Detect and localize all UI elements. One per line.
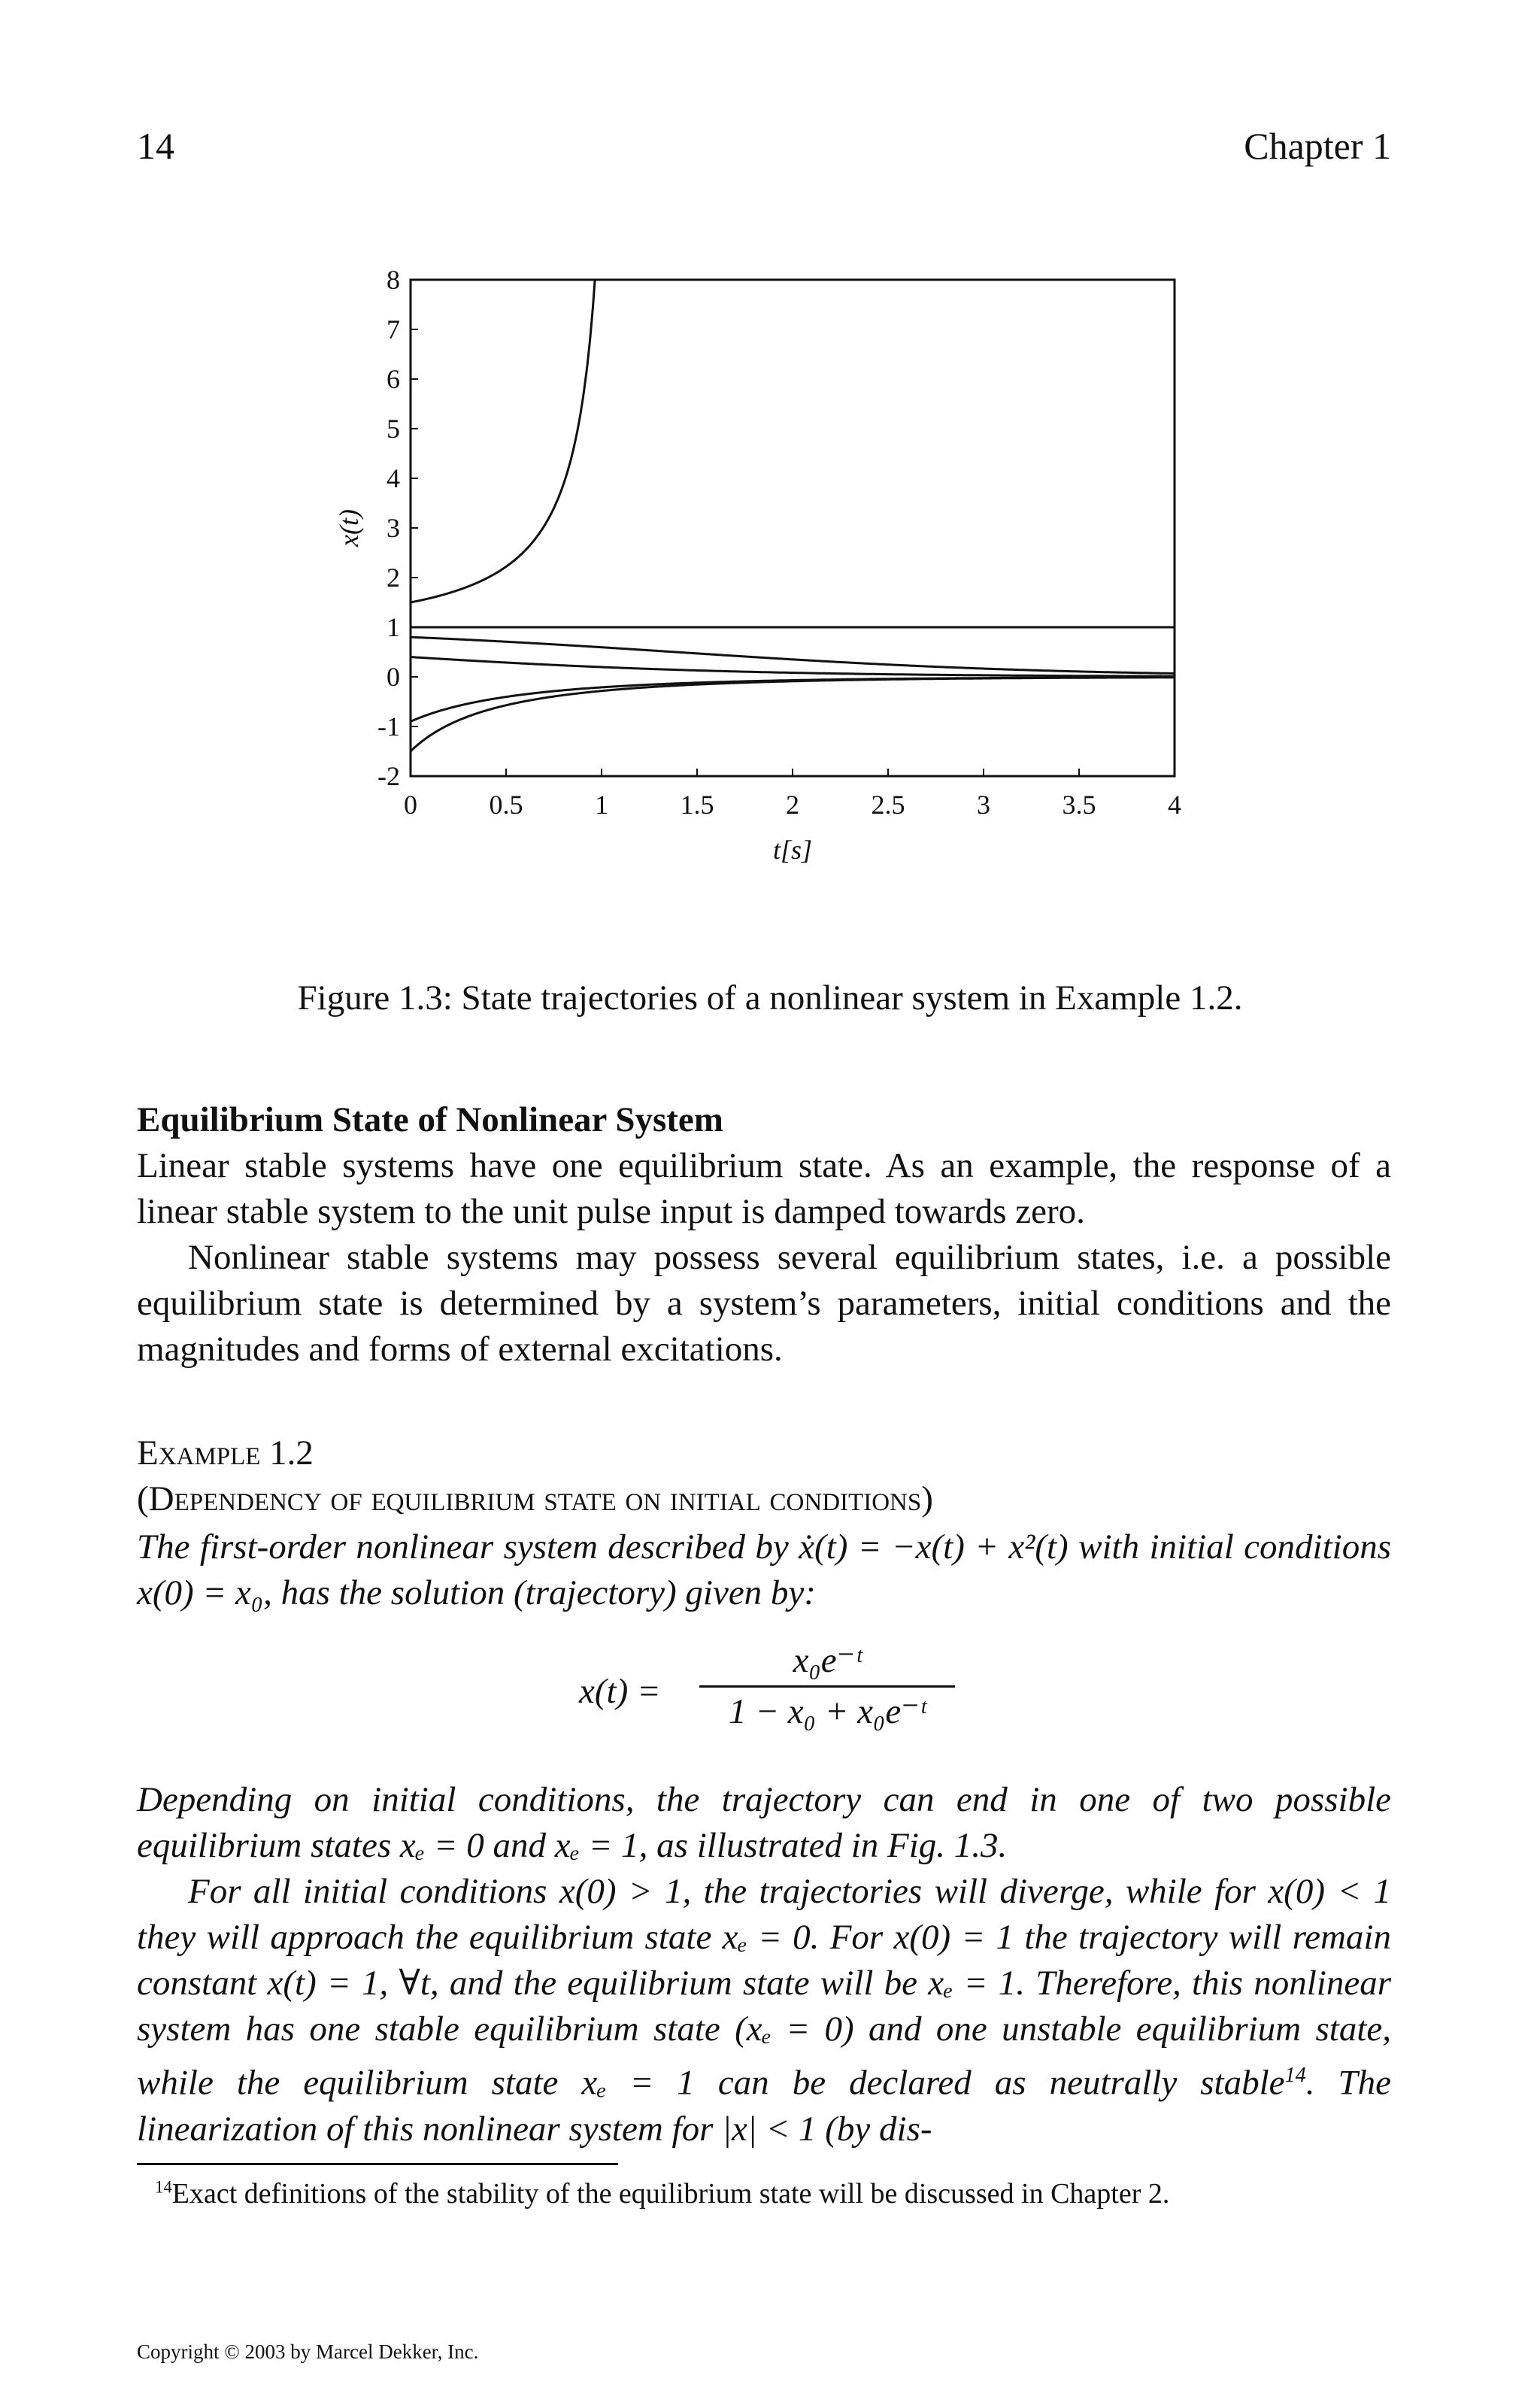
x-tick-label: 0.5 <box>489 790 523 820</box>
y-tick-label: -2 <box>377 761 400 791</box>
page-number: 14 <box>137 125 174 167</box>
paragraph-stability <box>137 1869 1391 2152</box>
paragraph-nonlinear: Nonlinear stable systems may possess several equilibrium states, i.e. a possible equilibrium state is determined by a system’s parameters, initial conditions and the magnitudes and forms of external excitations. <box>137 1238 1391 1369</box>
y-tick-label: 0 <box>387 662 400 692</box>
y-tick-label: 8 <box>387 265 400 295</box>
paragraph-linear: Linear stable systems have one equilibrium state. As an example, the response of a linear stable system to the unit pulse input is damped towards zero. <box>137 1146 1391 1231</box>
equation-lhs: x(t) = <box>579 1672 661 1711</box>
section-heading: Equilibrium State of Nonlinear System <box>137 1100 723 1139</box>
x-tick-label: 4 <box>1168 790 1181 820</box>
y-tick-label: 6 <box>387 364 400 394</box>
trajectory-line <box>411 678 1175 722</box>
copyright: Copyright © 2003 by Marcel Dekker, Inc. <box>137 2340 479 2363</box>
x-tick-label: 2.5 <box>871 790 905 820</box>
fraction-bar <box>699 1685 955 1688</box>
equation-denominator: 1 − x₀ + x₀e⁻ᵗ <box>729 1692 926 1731</box>
stability-text: For all initial conditions x(0) > 1, the trajectories will diverge, while for x(0) < 1 they will approach the equilibrium state xₑ = 0. For x(0) = 1 the trajectory will remain constant x(t) = 1, ∀t, and the equilibrium state will be xₑ = 1. Therefore, this nonlinear system has one stable equilibrium state (xₑ = 0) and one unstable equilibrium state, while the equilibrium state xₑ = 1 can be declared as neutrally stable <box>137 1872 1391 2103</box>
trajectory-line <box>411 678 1175 751</box>
x-tick-label: 3.5 <box>1062 790 1096 820</box>
trajectory-line <box>411 637 1175 673</box>
x-tick-label: 1 <box>595 790 608 820</box>
y-tick-label: 7 <box>387 314 400 344</box>
y-tick-label: 1 <box>387 612 400 642</box>
y-tick-label: 3 <box>387 513 400 543</box>
x-tick-label: 2 <box>786 790 799 820</box>
paragraph-equilibria: Depending on initial conditions, the trajectory can end in one of two possible equilibrium states xₑ = 0 and xₑ = 1, as illustrated in Fig. 1.3. <box>137 1780 1391 1865</box>
example-statement: The first-order nonlinear system described by ẋ(t) = −x(t) + x²(t) with initial conditions x(0) = x₀, has the solution (trajectory) given by: <box>137 1527 1391 1612</box>
example-title: (Dependency of equilibrium state on initial conditions) <box>137 1479 933 1518</box>
stability-text-tail: . The linearization of this nonlinear system for |x| < 1 (by dis- <box>137 2063 1391 2149</box>
footnote <box>155 2177 1169 2210</box>
figure-caption: Figure 1.3: State trajectories of a nonlinear system in Example 1.2. <box>297 978 1243 1018</box>
y-axis-label: x(t) <box>334 509 364 547</box>
y-tick-label: 5 <box>387 414 400 444</box>
equation-numerator: x₀e⁻ᵗ <box>793 1641 862 1680</box>
example-label: Example 1.2 <box>137 1433 314 1473</box>
trajectory-line <box>411 256 599 602</box>
running-header-chapter: Chapter 1 <box>1244 125 1391 167</box>
x-tick-label: 0 <box>404 790 417 820</box>
x-axis-label: t[s] <box>772 835 813 865</box>
trajectory-chart <box>301 256 1278 933</box>
y-tick-label: -1 <box>377 711 400 742</box>
footnote-ref[interactable]: 14 <box>1284 2064 1306 2087</box>
y-tick-label: 4 <box>387 463 400 493</box>
x-tick-label: 1.5 <box>680 790 714 820</box>
footnote-rule <box>137 2163 618 2165</box>
y-tick-label: 2 <box>387 563 400 593</box>
x-tick-label: 3 <box>977 790 990 820</box>
footnote-mark: 14 <box>155 2177 172 2197</box>
footnote-text: Exact definitions of the stability of the equilibrium state will be discussed in Chapter 2. <box>171 2178 1170 2210</box>
